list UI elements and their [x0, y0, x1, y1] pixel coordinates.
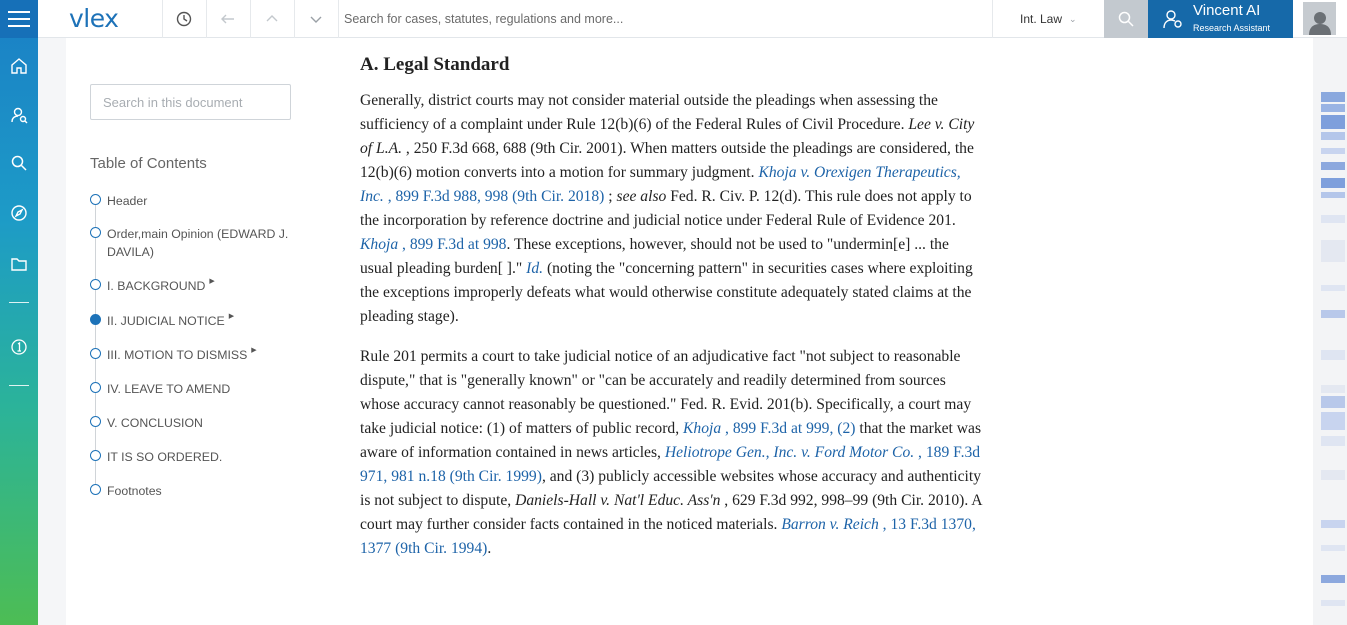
chevron-down-icon: ⌄	[1069, 13, 1077, 24]
paragraph	[360, 345, 985, 561]
toc-item-label: I. BACKGROUND	[107, 279, 206, 293]
info-circle-icon[interactable]	[6, 334, 32, 360]
home-icon[interactable]	[6, 53, 32, 79]
caret-right-icon: ▶	[209, 278, 215, 285]
minimap-bar	[1321, 215, 1345, 223]
document-search-input[interactable]	[90, 84, 291, 120]
document-content	[360, 50, 985, 577]
text: Rule 201 permits a court to take judicial notice of an adjudicative fact "not subject to reasonable dispute," that is "generally known" or "can be accurately and readily determined from sources whose accuracy cannot reasonably be questioned." Fed. R. Evid. 201(b). Specifically, a court may take judicial notice: (1) of matters of public record,	[360, 348, 972, 437]
search-button[interactable]	[1104, 0, 1148, 38]
text: . These exceptions, however, should not be used to "undermin[e] ... the usual pleading burden[ ]."	[360, 236, 949, 277]
toc-item-header[interactable]	[90, 192, 300, 210]
text: , 629 F.3d 992, 998–99 (9th Cir. 2010). A court may further consider facts contained in the noticed materials.	[360, 492, 982, 533]
citation-link-heliotrope[interactable]: Heliotrope Gen., Inc. v. Ford Motor Co. , 189 F.3d 971, 981 n.18 (9th Cir. 1999)	[360, 444, 981, 485]
text: Generally, district courts may not consider material outside the pleadings when assessing the sufficiency of a complaint under Rule 12(b)(6) of the Federal Rules of Civil Procedure.	[360, 92, 938, 133]
paragraph	[360, 89, 985, 329]
signal: see also	[616, 188, 667, 205]
minimap-bar	[1321, 520, 1345, 528]
minimap-bar	[1321, 192, 1345, 198]
toc-bullet-icon	[90, 314, 101, 325]
minimap-bar	[1321, 104, 1345, 112]
citation-link-khoja-999[interactable]: Khoja , 899 F.3d at 999, (2)	[683, 420, 856, 437]
vincent-ai-button[interactable]	[1148, 0, 1293, 38]
toc-item-it-is-so-ordered[interactable]	[90, 448, 300, 466]
toc-bullet-icon	[90, 279, 101, 290]
history-button[interactable]	[162, 0, 206, 38]
toc-item-label: III. MOTION TO DISMISS	[107, 348, 248, 362]
minimap-bar	[1321, 396, 1345, 408]
toc-item-label: V. CONCLUSION	[107, 416, 203, 430]
back-button[interactable]	[206, 0, 250, 38]
toc-item-background[interactable]	[90, 277, 300, 295]
rail-divider	[9, 302, 29, 303]
user-icon	[1306, 7, 1334, 35]
minimap-bar	[1321, 350, 1345, 360]
search-icon	[1117, 10, 1135, 28]
minimap-bar	[1321, 178, 1345, 188]
case-name: Daniels-Hall v. Nat'l Educ. Ass'n	[515, 492, 721, 509]
caret-right-icon: ▶	[251, 347, 257, 354]
left-gutter	[38, 38, 66, 625]
menu-icon-bar	[8, 18, 30, 20]
citation-link-barron[interactable]: Barron v. Reich , 13 F.3d 1370, 1377 (9th Cir. 1994)	[360, 516, 976, 557]
toc-bullet-icon	[90, 450, 101, 461]
toc-item-footnotes[interactable]	[90, 482, 300, 500]
previous-match-button[interactable]	[250, 0, 294, 38]
menu-button[interactable]	[0, 0, 38, 38]
minimap-bar	[1321, 162, 1345, 170]
toc-item-label: II. JUDICIAL NOTICE	[107, 314, 225, 328]
rail-divider	[9, 385, 29, 386]
minimap-bar	[1321, 575, 1345, 583]
assistant-name: Vincent AI	[1193, 2, 1261, 19]
citation-link-khoja[interactable]: Khoja v. Orexigen Therapeutics, Inc. , 899 F.3d 988, 998 (9th Cir. 2018)	[360, 164, 961, 205]
minimap-bar	[1321, 285, 1345, 291]
case-name: Lee v. City of L.A.	[360, 116, 975, 157]
citation-link-khoja-998[interactable]: Khoja , 899 F.3d at 998	[360, 236, 507, 253]
toc-title: Table of Contents	[90, 155, 207, 172]
text: (noting the "concerning pattern" in securities cases where exploiting the exceptions improperly defeats what would otherwise constitute adequately stated claims at the pleading stage).	[360, 260, 973, 325]
search-icon[interactable]	[6, 150, 32, 176]
minimap-bar	[1321, 385, 1345, 393]
divider	[338, 0, 339, 38]
text: , and (3) publicly accessible websites whose accuracy and authenticity is not subject to dispute,	[360, 468, 981, 509]
minimap-bar	[1321, 545, 1345, 551]
toc-item-label: Footnotes	[107, 484, 162, 498]
text: ;	[604, 188, 617, 205]
section-heading: A. Legal Standard	[360, 54, 510, 75]
history-icon	[175, 10, 193, 28]
toc-item-label: Order,main Opinion (EDWARD J. DAVILA)	[107, 227, 289, 259]
text: .	[487, 540, 492, 557]
toc-item-judicial-notice[interactable]	[90, 312, 300, 330]
toc-bullet-icon	[90, 382, 101, 393]
text: Fed. R. Civ. P. 12(d). This rule does not apply to the incorporation by reference doctrine and judicial notice under Federal Rule of Evidence 201.	[360, 188, 972, 229]
global-search-input[interactable]	[344, 0, 990, 38]
minimap-bar	[1321, 310, 1345, 318]
chevron-up-icon	[264, 11, 280, 27]
toc-item-leave-to-amend[interactable]	[90, 380, 300, 398]
jurisdiction-selector[interactable]	[992, 0, 1104, 38]
minimap-bar	[1321, 115, 1345, 129]
toc-bullet-icon	[90, 194, 101, 205]
minimap-bar	[1321, 92, 1345, 102]
minimap-bar	[1321, 436, 1345, 446]
menu-icon-bar	[8, 11, 30, 13]
top-bar	[38, 0, 1347, 38]
next-match-button[interactable]	[294, 0, 338, 38]
toc-item-order-main-opinion[interactable]	[90, 225, 290, 261]
toc-bullet-icon	[90, 484, 101, 495]
jurisdiction-label: Int. Law	[1020, 12, 1063, 26]
caret-right-icon: ▶	[228, 313, 235, 320]
minimap-bar	[1321, 148, 1345, 154]
minimap-bar	[1321, 412, 1345, 430]
toc-item-label: IV. LEAVE TO AMEND	[107, 382, 231, 396]
citation-link-id[interactable]: Id.	[526, 260, 544, 277]
toc-item-label: Header	[107, 194, 148, 208]
minimap-bar	[1321, 240, 1345, 262]
chevron-down-icon	[308, 11, 324, 27]
compass-icon[interactable]	[6, 200, 32, 226]
assistant-subtitle: Research Assistant	[1193, 23, 1271, 33]
toc-bullet-icon	[90, 416, 101, 427]
minimap-bar	[1321, 600, 1345, 606]
toc-item-motion-to-dismiss[interactable]	[90, 346, 300, 364]
minimap-bar	[1321, 470, 1345, 480]
toc-bullet-icon	[90, 348, 101, 359]
menu-icon-bar	[8, 25, 30, 27]
toc-item-conclusion[interactable]	[90, 414, 300, 432]
arrow-left-icon	[219, 10, 237, 28]
user-gear-icon	[1162, 8, 1184, 30]
user-avatar[interactable]	[1303, 2, 1336, 35]
folder-icon[interactable]	[6, 251, 32, 277]
user-search-icon[interactable]	[6, 102, 32, 128]
text: , 250 F.3d 668, 688 (9th Cir. 2001). When matters outside the pleadings are considered, the 12(b)(6) motion converts into a motion for summary judgment.	[360, 140, 974, 181]
left-rail	[0, 0, 38, 625]
minimap-bar	[1321, 132, 1345, 140]
text: that the market was aware of information contained in news articles,	[360, 420, 982, 461]
toc-item-label: IT IS SO ORDERED.	[107, 450, 223, 464]
toc-bullet-icon	[90, 227, 101, 238]
vlex-logo[interactable]: vlex	[69, 4, 119, 33]
